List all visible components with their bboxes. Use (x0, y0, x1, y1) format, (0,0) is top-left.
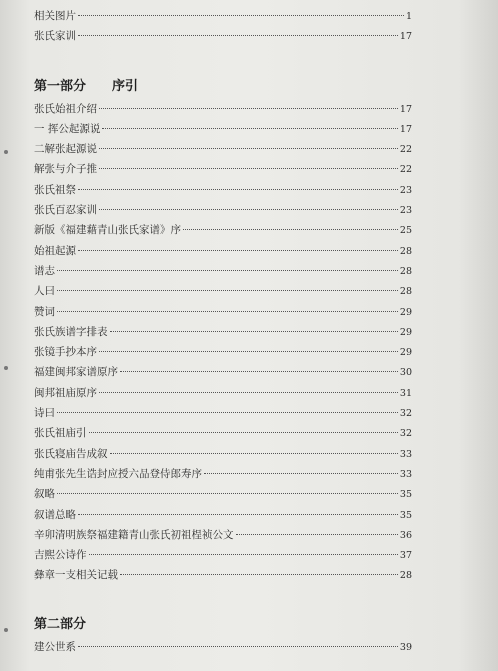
toc-leader-dots (78, 35, 398, 36)
toc-entry-page: 33 (399, 448, 412, 460)
toc-entry-page: 17 (399, 123, 412, 135)
toc-entry[interactable] (34, 505, 412, 525)
toc-entry[interactable] (34, 403, 412, 423)
toc-entry[interactable] (34, 180, 412, 200)
toc-part1-list (34, 99, 412, 586)
toc-entry-page: 36 (399, 529, 412, 541)
toc-entry-page: 17 (399, 31, 412, 43)
table-of-contents (34, 6, 412, 657)
toc-entry-title: 建公世系 (34, 640, 76, 653)
toc-entry-page: 30 (399, 367, 412, 379)
toc-entry-title: 诗曰 (34, 407, 55, 420)
toc-entry[interactable] (34, 220, 412, 240)
toc-entry-page: 35 (399, 489, 412, 501)
toc-entry[interactable] (34, 342, 412, 362)
toc-leader-dots (78, 250, 398, 251)
toc-entry-title: 始祖起源 (34, 244, 76, 257)
toc-leader-dots (99, 148, 398, 149)
toc-entry[interactable] (34, 159, 412, 179)
toc-entry-title: 吉熙公诗作 (34, 549, 87, 562)
toc-leader-dots (57, 311, 398, 312)
toc-entry[interactable] (34, 261, 412, 281)
section-heading-part2 (34, 613, 412, 637)
toc-entry-page: 32 (399, 428, 412, 440)
toc-entry-title: 新版《福建藉青山张氏家谱》序 (34, 224, 181, 237)
toc-entry-page: 31 (399, 387, 412, 399)
toc-entry-page: 22 (399, 164, 412, 176)
toc-entry-page: 23 (399, 184, 412, 196)
toc-entry[interactable] (34, 383, 412, 403)
toc-leader-dots (78, 514, 398, 515)
toc-leader-dots (99, 351, 398, 352)
toc-leader-dots (99, 108, 398, 109)
toc-entry[interactable] (34, 637, 412, 657)
toc-leader-dots (57, 290, 398, 291)
toc-entry-page: 29 (399, 306, 412, 318)
toc-entry-title: 张氏族谱字排表 (34, 325, 108, 338)
toc-leader-dots (204, 473, 398, 474)
toc-entry-page: 29 (399, 326, 412, 338)
toc-entry[interactable] (34, 302, 412, 322)
toc-leader-dots (78, 189, 398, 190)
toc-leader-dots (89, 554, 398, 555)
toc-entry-title: 彝章一支相关记载 (34, 569, 118, 582)
toc-entry-page: 22 (399, 144, 412, 156)
toc-entry-title: 张氏寝庙告成叙 (34, 447, 108, 460)
toc-leader-dots (99, 392, 398, 393)
toc-entry-page: 32 (399, 408, 412, 420)
toc-entry-title: 解张与介子推 (34, 163, 97, 176)
toc-entry-title: 张氏祖庙引 (34, 427, 87, 440)
toc-leader-dots (99, 209, 398, 210)
binding-hole-mark (4, 366, 8, 370)
toc-entry-title: 赞词 (34, 305, 55, 318)
toc-entry-title: 二解张起源说 (34, 143, 97, 156)
toc-entry[interactable] (34, 99, 412, 119)
toc-entry-title: 福建闽邦家谱原序 (34, 366, 118, 379)
toc-leader-dots (78, 646, 398, 647)
toc-entry[interactable] (34, 322, 412, 342)
toc-entry-page: 35 (399, 509, 412, 521)
toc-entry[interactable] (34, 200, 412, 220)
toc-entry-page: 17 (399, 103, 412, 115)
toc-entry-title: 纯甫张先生诰封应授六品登侍郎寿序 (34, 467, 202, 480)
binding-hole-mark (4, 150, 8, 154)
toc-entry-title: 人曰 (34, 285, 55, 298)
toc-leader-dots (78, 15, 404, 16)
toc-part2-list (34, 637, 412, 657)
toc-entry-title: 谱志 (34, 264, 55, 277)
toc-entry-title: 闽邦祖庙原序 (34, 386, 97, 399)
toc-entry-page: 28 (399, 570, 412, 582)
toc-entry[interactable] (34, 423, 412, 443)
section-heading-part1 (34, 75, 412, 99)
toc-entry-page: 25 (399, 225, 412, 237)
toc-entry-page: 28 (399, 265, 412, 277)
toc-entry-page: 1 (405, 11, 412, 22)
toc-entry[interactable] (34, 241, 412, 261)
toc-entry[interactable] (34, 119, 412, 139)
toc-entry[interactable] (34, 139, 412, 159)
toc-entry-title: 相关图片 (34, 10, 76, 22)
toc-entry[interactable] (34, 26, 412, 46)
toc-entry[interactable] (34, 6, 412, 26)
section-heading-title: 第二部分 (34, 616, 87, 632)
toc-entry-page: 23 (399, 205, 412, 217)
section-heading-title: 第一部分 (34, 78, 87, 94)
toc-entry-page: 37 (399, 550, 412, 562)
toc-entry-title: 张氏始祖介绍 (34, 102, 97, 115)
toc-entry-title: 一 挥公起源说 (34, 122, 101, 135)
toc-entry-title: 张氏祖祭 (34, 183, 76, 196)
toc-leader-dots (89, 432, 398, 433)
toc-leader-dots (120, 574, 398, 575)
toc-entry[interactable] (34, 565, 412, 585)
binding-hole-mark (4, 628, 8, 632)
toc-entry-page: 29 (399, 347, 412, 359)
toc-leader-dots (236, 534, 398, 535)
toc-entry-title: 张镜手抄本序 (34, 346, 97, 359)
toc-entry-title: 辛卯清明族祭福建籍青山张氏初祖桯祯公文 (34, 528, 234, 541)
toc-entry-title: 张氏家训 (34, 30, 76, 43)
toc-entry[interactable] (34, 484, 412, 504)
section-heading-subtitle: 序引 (112, 78, 139, 94)
toc-leader-dots (110, 331, 398, 332)
toc-entry-page: 28 (399, 245, 412, 257)
toc-leader-dots (183, 229, 398, 230)
toc-entry-page: 39 (399, 641, 412, 653)
toc-entry[interactable] (34, 525, 412, 545)
toc-leader-dots (57, 412, 398, 413)
toc-entry[interactable] (34, 444, 412, 464)
toc-entry-page: 33 (399, 468, 412, 480)
toc-leader-dots (99, 168, 398, 169)
toc-entry-title: 叙谱总略 (34, 508, 76, 521)
toc-entry[interactable] (34, 281, 412, 301)
toc-leader-dots (57, 493, 398, 494)
toc-entry-page: 28 (399, 286, 412, 298)
toc-entry-title: 张氏百忍家训 (34, 204, 97, 217)
toc-front-group (34, 6, 412, 47)
toc-entry[interactable] (34, 362, 412, 382)
toc-entry[interactable] (34, 545, 412, 565)
toc-entry-title: 叙略 (34, 488, 55, 501)
toc-leader-dots (110, 453, 398, 454)
toc-leader-dots (57, 270, 398, 271)
toc-leader-dots (102, 128, 398, 129)
toc-leader-dots (120, 371, 398, 372)
toc-entry[interactable] (34, 464, 412, 484)
